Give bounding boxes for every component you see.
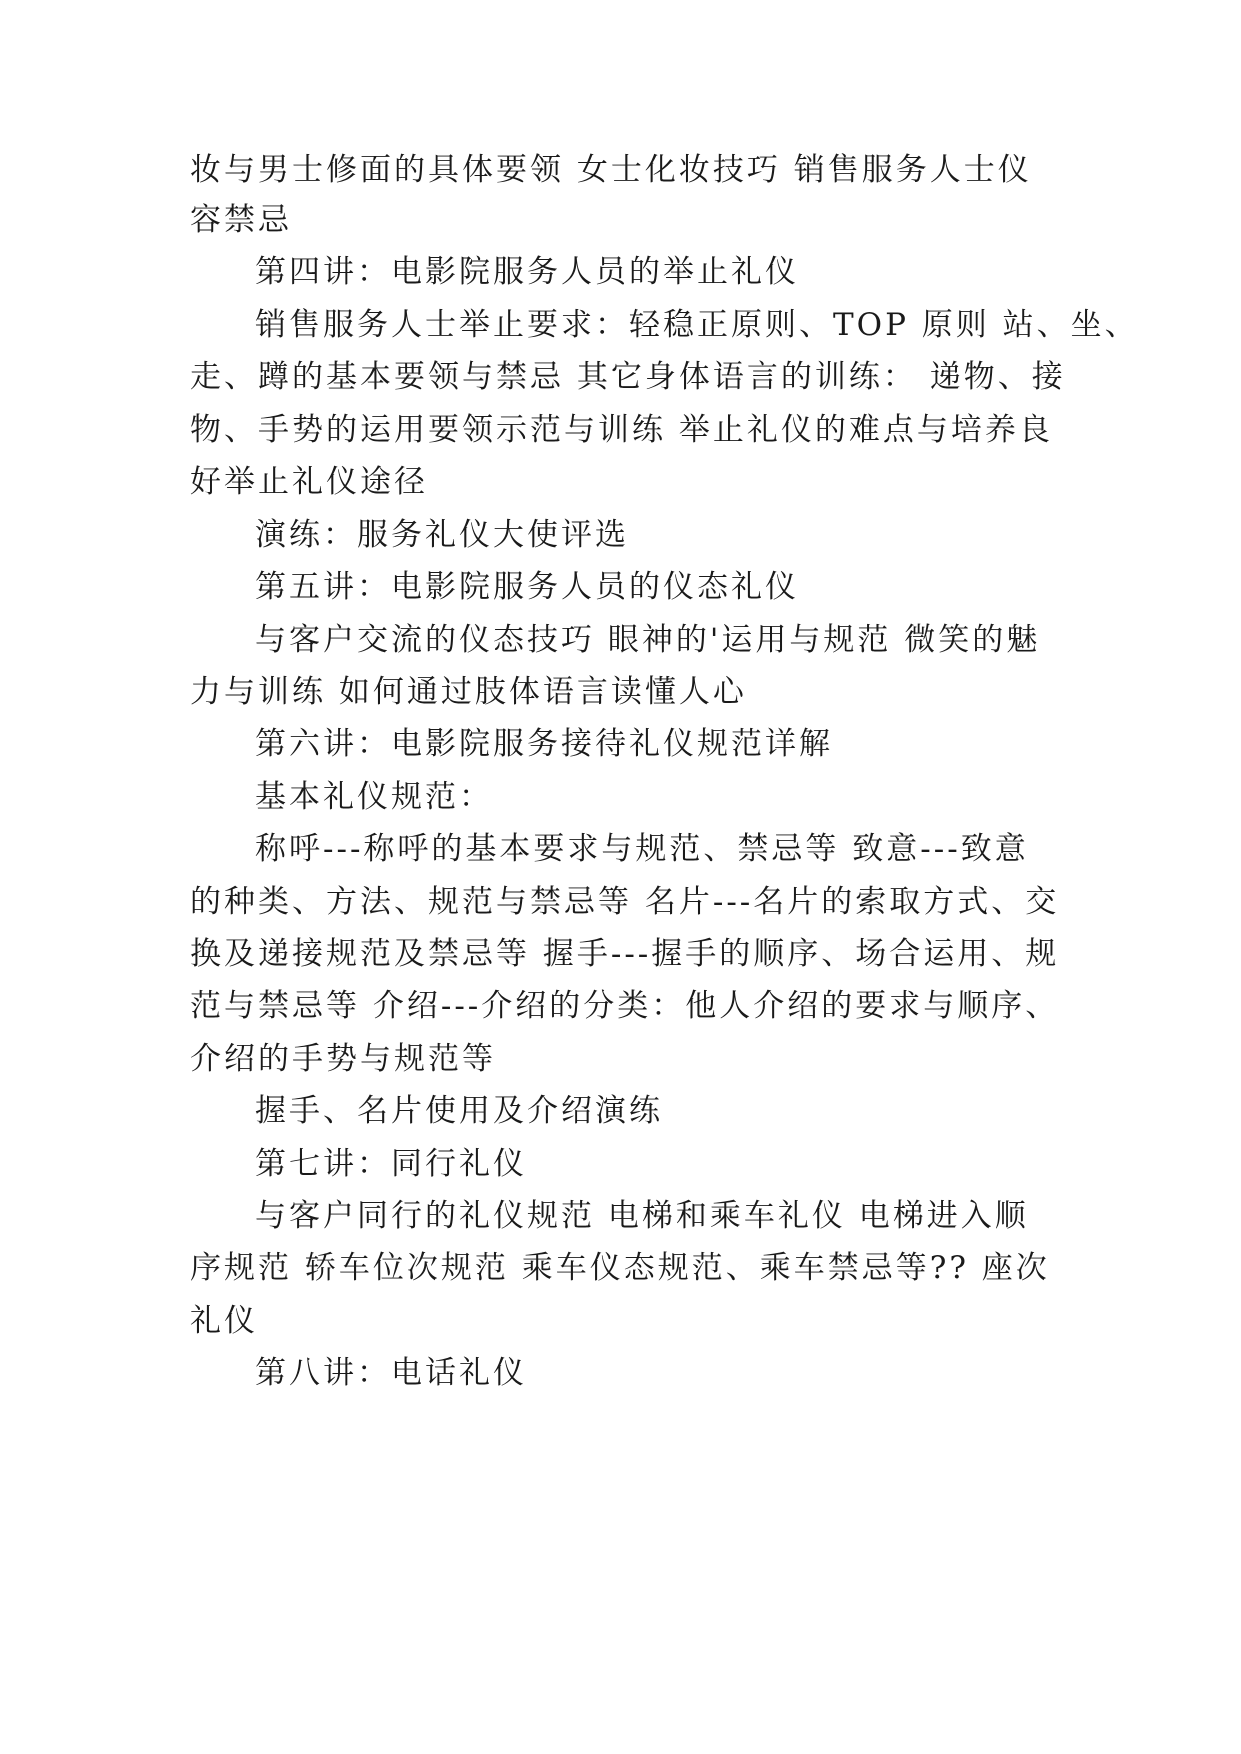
paragraph-line: 销售服务人士举止要求：轻稳正原则、TOP 原则 站、坐、 — [255, 307, 1139, 343]
text-line: 范与禁忌等 介绍---介绍的分类：他人介绍的要求与顺序、 — [190, 988, 1060, 1024]
lecture-heading-5: 第五讲：电影院服务人员的仪态礼仪 — [255, 569, 799, 605]
text-line: 换及递接规范及禁忌等 握手---握手的顺序、场合运用、规 — [190, 936, 1060, 972]
lecture-heading-7: 第七讲：同行礼仪 — [255, 1146, 527, 1182]
lecture-heading-4: 第四讲：电影院服务人员的举止礼仪 — [255, 254, 799, 290]
text-line: 礼仪 — [190, 1303, 258, 1339]
lecture-heading-6: 第六讲：电影院服务接待礼仪规范详解 — [255, 726, 833, 762]
paragraph-line: 握手、名片使用及介绍演练 — [255, 1093, 663, 1129]
text-line: 介绍的手势与规范等 — [190, 1041, 496, 1077]
paragraph-line: 与客户交流的仪态技巧 眼神的'运用与规范 微笑的魅 — [255, 622, 1041, 658]
text-line: 的种类、方法、规范与禁忌等 名片---名片的索取方式、交 — [190, 884, 1060, 920]
paragraph-line: 与客户同行的礼仪规范 电梯和乘车礼仪 电梯进入顺 — [255, 1198, 1029, 1234]
lecture-heading-8: 第八讲：电话礼仪 — [255, 1355, 527, 1391]
text-line: 走、蹲的基本要领与禁忌 其它身体语言的训练： 递物、接 — [190, 359, 1066, 395]
text-line: 力与训练 如何通过肢体语言读懂人心 — [190, 674, 747, 710]
paragraph-line: 基本礼仪规范： — [255, 779, 493, 815]
paragraph-line: 称呼---称呼的基本要求与规范、禁忌等 致意---致意 — [255, 831, 1029, 867]
text-line: 容禁忌 — [190, 202, 292, 238]
text-line: 序规范 轿车位次规范 乘车仪态规范、乘车禁忌等?? 座次 — [190, 1250, 1050, 1286]
text-line: 妆与男士修面的具体要领 女士化妆技巧 销售服务人士仪 — [190, 152, 1032, 188]
text-line: 物、手势的运用要领示范与训练 举止礼仪的难点与培养良 — [190, 412, 1053, 448]
text-line: 好举止礼仪途径 — [190, 464, 428, 500]
paragraph-line: 演练：服务礼仪大使评选 — [255, 517, 629, 553]
